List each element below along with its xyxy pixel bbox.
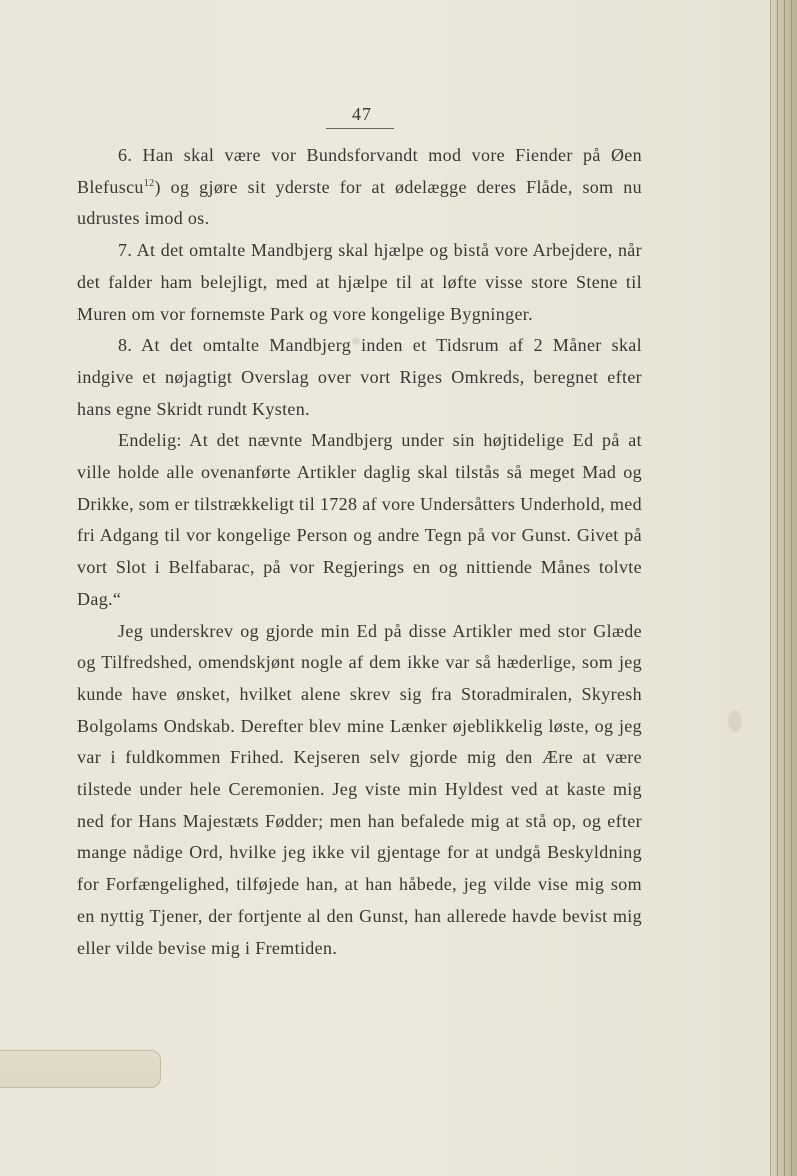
paragraph-text-after-note: ) og gjøre sit yderste for at ødelægge deres Flåde, som nu udrustes imod os. bbox=[77, 176, 642, 229]
page-edge-line bbox=[784, 0, 785, 1176]
paragraph-article-6 bbox=[77, 140, 642, 235]
paper-smudge bbox=[352, 337, 360, 345]
paragraph-text-before-note: 6. Han skal være vor Bundsforvandt mod vore Fiender på Øen Blefuscu bbox=[77, 145, 642, 197]
paragraph-finally: Endelig: At det nævnte Mandbjerg under sin højtidelige Ed på at ville holde alle ovenanførte Artikler daglig skal tilstås så meget Mad og Drikke, som er tilstrækkeligt til 1728 af vore Undersåtters Underhold, med fri Adgang til vor kongelige Person og andre Tegn på vor Gunst. Givet på vort Slot i Belfabarac, på vor Regjerings en og nittiende Månes tolvte Dag.“ bbox=[77, 430, 642, 609]
paragraph-narrative: Jeg underskrev og gjorde min Ed på disse Artikler med stor Glæde og Tilfredshed, omendskjønt nogle af dem ikke var så hæderlige, som jeg kunde have ønsket, hvilket alene skrev sig fra Storadmiralen, Skyresh Bolgolams Ondskab. Derefter blev mine Lænker øjeblikkelig løste, og jeg var i fuldkommen Frihed. Kejseren selv gjorde mig den Ære at være tilstede under hele Ceremonien. Jeg viste min Hyldest ved at kaste mig ned for Hans Majestæts Fødder; men han befalede mig at stå op, og efter mange nådige Ord, hvilke jeg ikke vil gjentage for at undgå Beskyldning for Forfængelighed, tilføjede han, at han håbede, jeg vilde vise mig som en nyttig Tjener, der fortjente al den Gunst, han allerede havde bevist mig eller vilde bevise mig i Fremtiden. bbox=[77, 620, 642, 958]
page-number: 47 bbox=[352, 104, 372, 124]
page-edge bbox=[770, 0, 797, 1176]
footnote-marker: 12 bbox=[143, 177, 155, 189]
paragraph-article-8: 8. At det omtalte Mandbjerg inden et Tidsrum af 2 Måner skal indgive et nøjagtigt Overslag over vort Riges Omkreds, beregnet efter hans egne Skridt rundt Kysten. bbox=[77, 335, 642, 419]
paper-smudge bbox=[728, 710, 742, 732]
page-number-rule bbox=[326, 128, 394, 129]
page-tab bbox=[0, 1050, 161, 1088]
page-edge-line bbox=[791, 0, 792, 1176]
body-text bbox=[77, 140, 642, 964]
paragraph-article-7: 7. At det omtalte Mandbjerg skal hjælpe og bistå vore Arbejdere, når det falder ham belejligt, med at hjælpe til at løfte visse store Stene til Muren om vor fornemste Park og vore kongelige Bygninger. bbox=[77, 240, 642, 324]
page-edge-line bbox=[777, 0, 778, 1176]
